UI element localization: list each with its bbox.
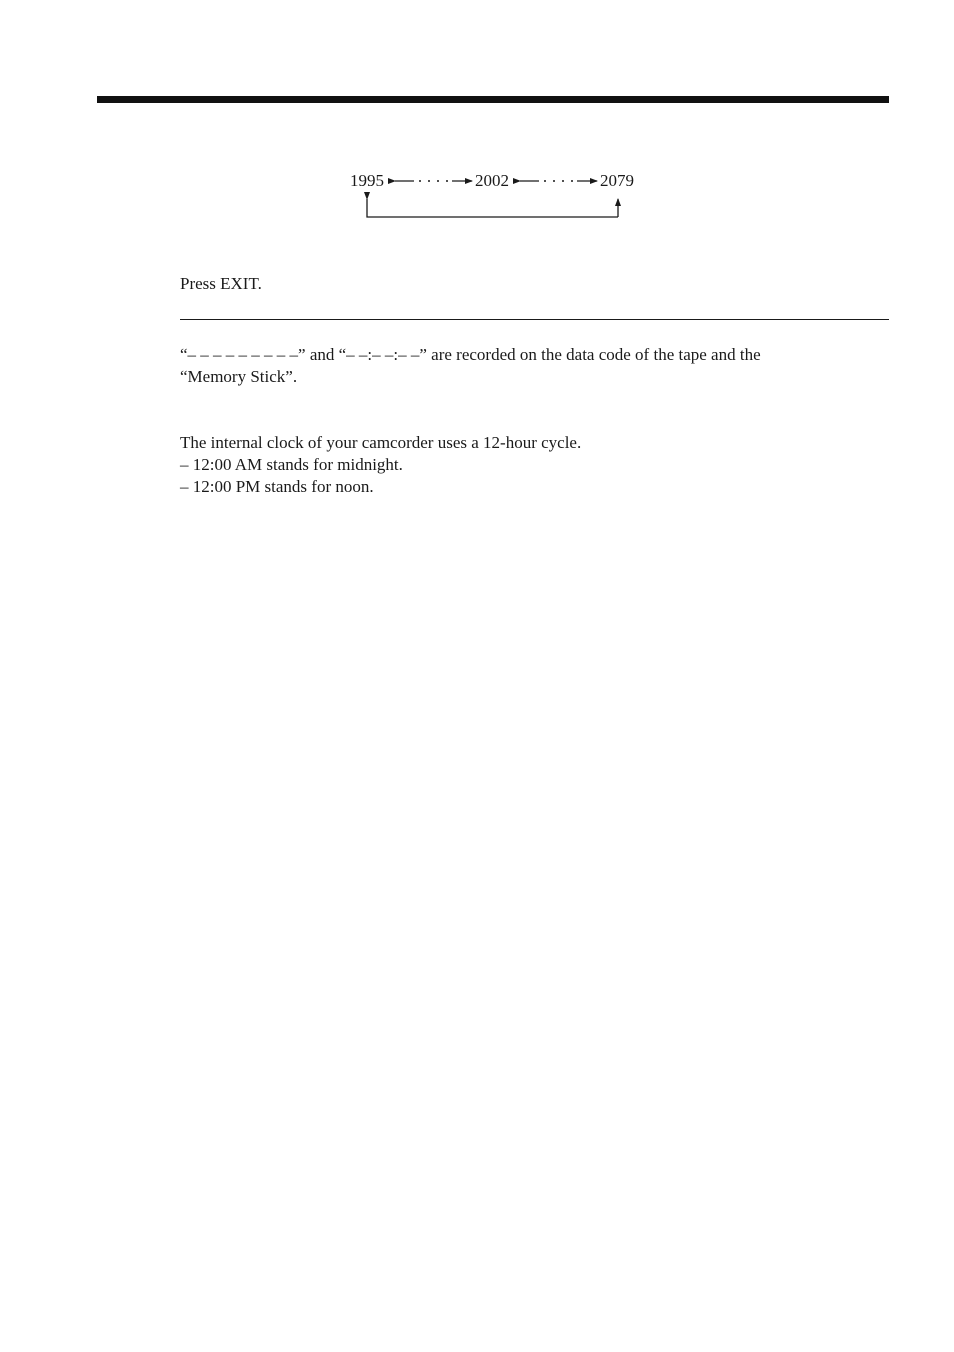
note-text-line: “Memory Stick”. <box>180 367 298 386</box>
ellipsis-dots <box>544 180 573 182</box>
year-cycle-svg <box>340 166 650 226</box>
section-divider <box>180 319 889 320</box>
clock-am-item: – 12:00 AM stands for midnight. <box>180 455 403 474</box>
year-start: 1995 <box>350 171 384 190</box>
wrap-loop-line <box>367 199 618 217</box>
ellipsis-dots <box>419 180 448 182</box>
year-end: 2079 <box>600 171 634 190</box>
header-rule <box>97 96 889 103</box>
note-text-line: “– – – – – – – – –” and “– –:– –:– –” are recorded on the data code of the tape and the <box>180 345 761 364</box>
step-instruction: Press EXIT. <box>180 274 262 293</box>
clock-intro: The internal clock of your camcorder uses a 12-hour cycle. <box>180 433 582 452</box>
clock-pm-item: – 12:00 PM stands for noon. <box>180 477 374 496</box>
data-code-note <box>180 344 880 388</box>
year-cycle-diagram <box>340 166 650 226</box>
clock-note <box>180 432 880 498</box>
year-mid: 2002 <box>475 171 509 190</box>
